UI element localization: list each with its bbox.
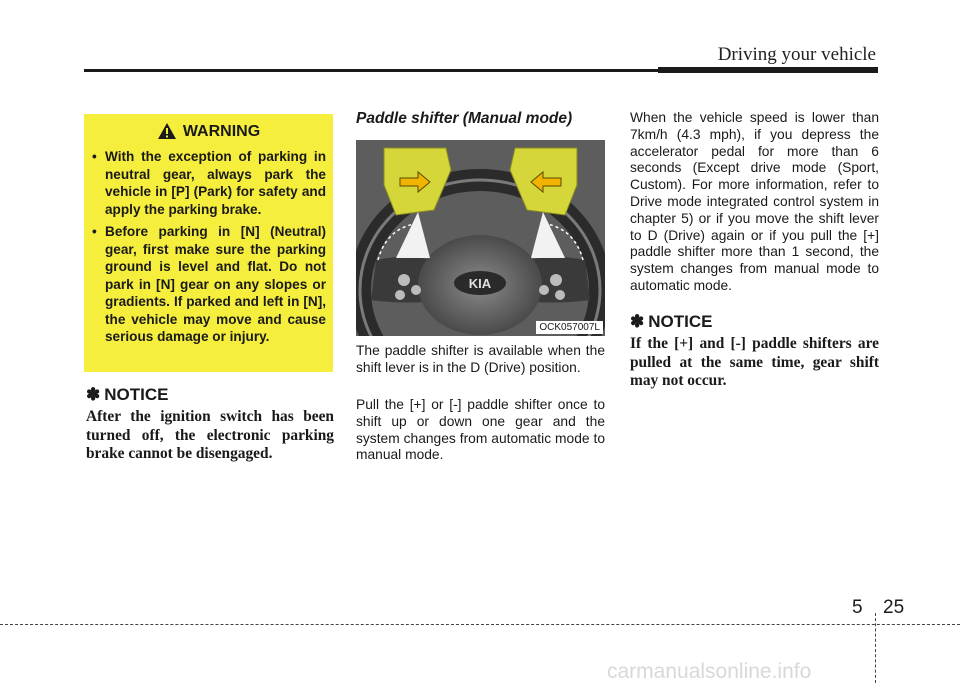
warning-item bbox=[92, 223, 326, 346]
notice-text-right: If the [+] and [-] paddle shifters are pulled at the same time, gear shift may not occur. bbox=[630, 335, 879, 389]
warning-item-text: Before parking in [N] (Neutral) gear, first make sure the parking ground is level and flat. Do not park in [N] gear on any slopes or gradients. If parked and left in [N], the vehicle may move and cause serious damage or injury. bbox=[105, 224, 326, 344]
paddle-paragraph-2: Pull the [+] or [-] paddle shifter once to shift up or down one gear and the system changes from automatic mode to manual mode. bbox=[356, 397, 605, 463]
paddle-shifter-figure bbox=[356, 140, 605, 336]
bullet-icon: • bbox=[92, 149, 97, 164]
notice-mark-icon: ✽ bbox=[630, 312, 645, 331]
notice-title: NOTICE bbox=[648, 312, 713, 331]
svg-text:KIA: KIA bbox=[468, 276, 492, 291]
running-header: Driving your vehicle bbox=[717, 44, 876, 65]
auto-mode-paragraph: When the vehicle speed is lower than 7km/h (4.3 mph), if you depress the accelerator pedal for more than 6 seconds (Except drive mode (Sport, Custom). For more information, refer to Drive mode integrated control system in chapter 5) or if you move the shift lever to D (Drive) again or if you pull the [+] paddle shifter more than 1 second, the system changes from manual mode to automatic mode. bbox=[630, 110, 879, 293]
warning-heading bbox=[84, 122, 333, 141]
paddle-paragraph-1: The paddle shifter is available when the shift lever is in the D (Drive) position. bbox=[356, 343, 605, 375]
warning-box bbox=[84, 114, 333, 372]
warning-item bbox=[92, 148, 326, 218]
chapter-number: 5 bbox=[852, 597, 863, 618]
notice-title: NOTICE bbox=[104, 385, 169, 404]
warning-title: WARNING bbox=[182, 123, 261, 140]
steering-wheel-illustration bbox=[356, 140, 605, 336]
notice-heading-right bbox=[630, 312, 712, 332]
header-rule-accent bbox=[658, 67, 878, 73]
section-heading: Paddle shifter (Manual mode) bbox=[356, 110, 573, 127]
figure-code: OCK057007L bbox=[536, 321, 603, 334]
notice-text-left: After the ignition switch has been turned off, the electronic parking brake cannot be disengaged. bbox=[86, 408, 334, 462]
footer-divider bbox=[875, 613, 876, 683]
footer-rule bbox=[0, 624, 960, 625]
page-number: 25 bbox=[883, 597, 905, 618]
notice-heading-left bbox=[86, 385, 168, 405]
warning-item-text: With the exception of parking in neutral gear, always park the vehicle in [P] (Park) for safety and apply the parking brake. bbox=[105, 149, 326, 217]
notice-mark-icon: ✽ bbox=[86, 385, 101, 404]
bullet-icon: • bbox=[92, 224, 97, 239]
warning-list bbox=[92, 148, 326, 351]
warning-triangle-icon bbox=[157, 122, 177, 140]
watermark: carmanualsonline.info bbox=[607, 660, 812, 683]
